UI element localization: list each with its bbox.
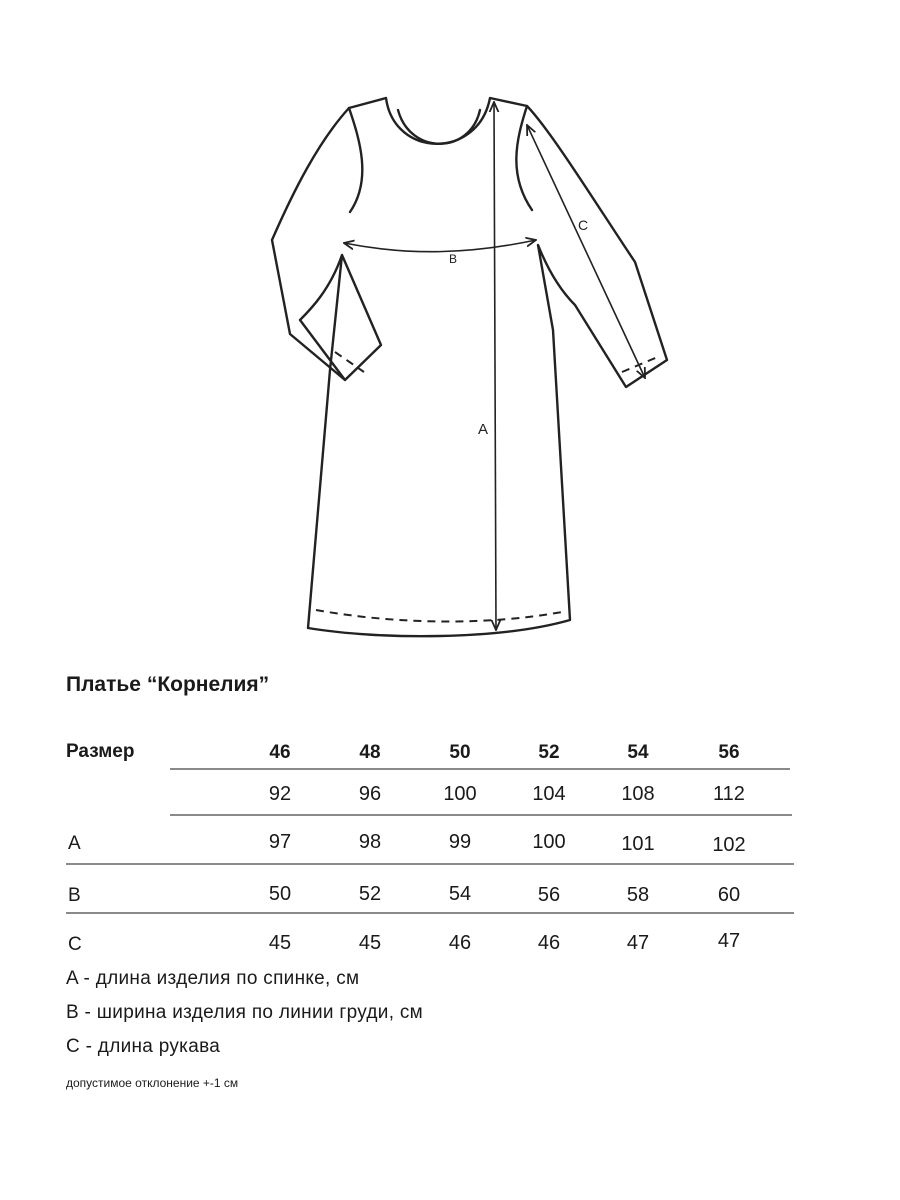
subsize-cell: 112	[713, 783, 745, 805]
subsize-cell: 92	[268, 783, 292, 805]
table-cell: 99	[448, 831, 472, 853]
table-cell: 56	[537, 884, 561, 906]
table-cell: 101	[621, 833, 655, 855]
table-cell: 58	[626, 884, 650, 906]
row-label-c: C	[68, 934, 82, 955]
tolerance-note: допустимое отклонение +-1 см	[66, 1076, 239, 1090]
table-cell: 46	[448, 932, 472, 954]
subsize-cell: 100	[443, 783, 477, 805]
table-cell: 46	[537, 932, 561, 954]
table-cell: 52	[358, 883, 382, 905]
legend-c: C - длина рукава	[66, 1036, 221, 1057]
table-cell: 45	[268, 932, 292, 954]
table-rule	[66, 912, 794, 914]
label-b: B	[449, 252, 458, 266]
table-cell: 60	[717, 884, 741, 906]
table-cell: 97	[268, 831, 292, 853]
size-cell: 48	[359, 742, 381, 763]
table-cell: 45	[358, 932, 382, 954]
size-cell: 56	[718, 742, 740, 763]
subsize-cell: 96	[358, 783, 382, 805]
table-cell: 47	[626, 932, 650, 954]
size-header-label: Размер	[66, 741, 135, 762]
table-cell: 54	[448, 883, 472, 905]
table-rule	[170, 768, 790, 770]
table-cell: 100	[532, 831, 566, 853]
row-label-a: A	[68, 833, 81, 854]
table-cell: 102	[712, 834, 746, 856]
product-title: Платье “Корнелия”	[66, 673, 270, 696]
subsize-cell: 108	[621, 783, 655, 805]
size-cell: 50	[449, 742, 471, 763]
size-cell: 52	[538, 742, 560, 763]
table-rule	[66, 863, 794, 865]
label-c: C	[578, 217, 589, 233]
table-cell: 50	[268, 883, 292, 905]
table-rule	[170, 814, 792, 816]
label-a: A	[478, 421, 489, 438]
size-cell: 54	[627, 742, 649, 763]
legend-b: B - ширина изделия по линии груди, см	[66, 1002, 424, 1023]
table-cell: 47	[717, 930, 741, 952]
legend-a: A - длина изделия по спинке, см	[66, 968, 360, 989]
size-cell: 46	[269, 742, 291, 763]
row-label-b: B	[68, 885, 81, 906]
table-cell: 98	[358, 831, 382, 853]
subsize-cell: 104	[532, 783, 566, 805]
